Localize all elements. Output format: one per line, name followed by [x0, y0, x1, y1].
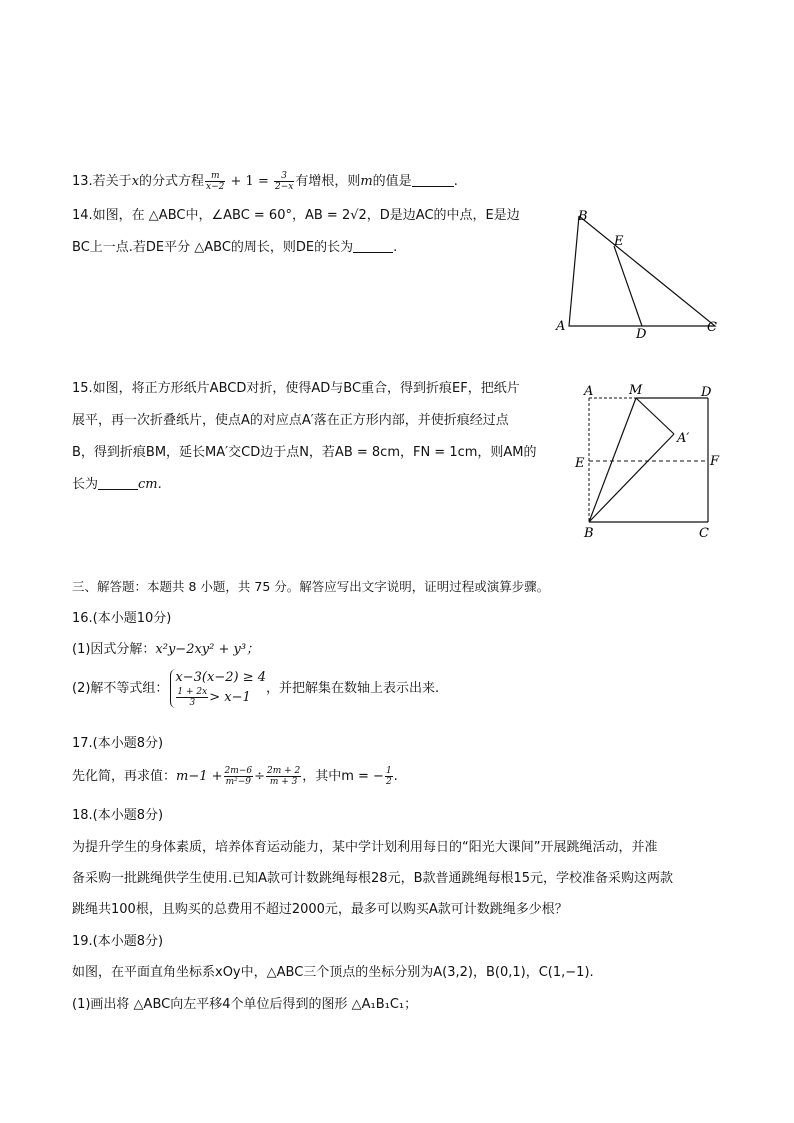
ineq2-rest: > x−1: [209, 690, 251, 705]
label-e: E: [575, 456, 585, 471]
label-a-prime: A′: [677, 431, 690, 446]
q13-tail: 有增根，则: [295, 174, 361, 189]
question-19-line2: (1)画出将 △ABC向左平移4个单位后得到的图形 △A₁B₁C₁；: [72, 997, 418, 1012]
ineq2-frac-num: 1 + 2x: [177, 687, 208, 697]
question-17-heading: 17.(本小题8分): [72, 736, 164, 751]
figure-triangle-abc: [548, 205, 728, 345]
label-m: M: [629, 383, 643, 398]
question-16-part1: [72, 640, 259, 660]
q16-p2-label: (2)解不等式组：: [72, 681, 169, 696]
question-15-line4: [72, 475, 162, 495]
q13-text: 13.若关于: [72, 174, 132, 189]
answer-blank: [98, 475, 138, 490]
q17-end: .: [393, 769, 398, 784]
question-18-line2: 备采购一批跳绳供学生使用.已知A款可计数跳绳每根28元，B款普通跳绳每根15元，学校准备采购这两款: [72, 871, 674, 886]
q17-div: ÷: [254, 769, 265, 784]
label-a: A: [584, 384, 594, 399]
question-13: [72, 171, 458, 192]
q13-tail2: 的值是: [372, 174, 412, 189]
label-c: C: [707, 320, 717, 335]
q17-fraction-1: [224, 766, 254, 787]
q14-end: .: [393, 240, 398, 255]
ineq2-frac-den: 3: [189, 698, 196, 708]
segment-ba: [589, 434, 674, 522]
q17-expr-a: m−1 +: [176, 769, 223, 784]
question-18-line1: 为提升学生的身体素质，培养体育运动能力，某中学计划利用每日的“阳光大课间”开展跳绳活动，并准: [72, 840, 658, 855]
label-f: F: [710, 454, 720, 469]
segment-ma: [636, 398, 674, 434]
label-a: A: [556, 319, 566, 334]
answer-blank: [353, 238, 393, 253]
inequality-system: [170, 669, 266, 708]
q17-fraction-2: [266, 766, 301, 787]
q13-frac2-den: 2−x: [274, 182, 294, 192]
q17-tail: ，其中m = −: [302, 769, 384, 784]
label-b: B: [584, 526, 594, 541]
question-15-line2: 展平，再一次折叠纸片，使点A的对应点A′落在正方形内部，并使折痕经过点: [72, 413, 509, 428]
q17-f3-den: 2: [385, 777, 392, 787]
question-19-line1: 如图，在平面直角坐标系xOy中，△ABC三个顶点的坐标分别为A(3,2)，B(0,1)，C(1,−1).: [72, 965, 594, 980]
q13-fraction-2: [274, 171, 294, 192]
q16-p1-expr: x²y−2xy² + y³；: [155, 642, 260, 657]
label-d: D: [636, 327, 647, 342]
inequality-1: x−3(x−2) ≥ 4: [175, 670, 266, 685]
label-b: B: [578, 209, 588, 224]
q14-line2-text: BC上一点.若DE平分 △ABC的周长，则DE的长为: [72, 240, 354, 255]
label-c: C: [699, 526, 709, 541]
figure-square-abcd: [570, 380, 730, 545]
question-18-line3: 跳绳共100根，且购买的总费用不超过2000元，最多可以购买A款可计数跳绳多少根？: [72, 902, 568, 917]
q17-f1-num: 2m−6: [224, 766, 253, 776]
q17-label: 先化简，再求值：: [72, 769, 177, 784]
question-18-heading: 18.(本小题8分): [72, 808, 164, 823]
question-16-heading: 16.(本小题10分): [72, 611, 172, 626]
question-15-line1: 15.如图，将正方形纸片ABCD对折，使得AD与BC重合，得到折痕EF，把纸片: [72, 381, 520, 396]
question-17-body: [72, 766, 398, 787]
crease-bm: [589, 398, 636, 522]
label-d: D: [701, 385, 712, 400]
triangle-outline: [569, 216, 715, 326]
inequality-2: [175, 687, 266, 708]
q15-unit: cm.: [138, 477, 162, 492]
q16-p1-label: (1)因式分解：: [72, 642, 156, 657]
q17-f1-den: m²−9: [225, 777, 251, 787]
q13-text-mid: 的分式方程: [139, 174, 205, 189]
q13-fraction-1: [205, 171, 225, 192]
question-19-heading: 19.(本小题8分): [72, 934, 164, 949]
q13-frac1-num: m: [205, 171, 225, 182]
q13-plus: + 1 =: [226, 174, 273, 189]
q17-f3-num: 1: [385, 766, 392, 776]
q17-f2-num: 2m + 2: [266, 766, 301, 776]
question-15-line3: B，得到折痕BM，延长MA′交CD边于点N，若AB = 8cm，FN = 1cm，则AM的: [72, 445, 537, 460]
question-16-part2: [72, 669, 439, 708]
q13-frac1-den: x−2: [206, 182, 225, 192]
q13-m: m: [360, 174, 373, 189]
question-14-line1: 14.如图，在 △ABC中，∠ABC = 60°，AB = 2√2，D是边AC的中点，E是边: [72, 208, 520, 223]
answer-blank: [412, 172, 454, 187]
q15-line4-text: 长为: [72, 477, 99, 492]
section-3-heading: 三、解答题：本题共 8 小题，共 75 分。解答应写出文字说明，证明过程或演算步骤。: [72, 579, 550, 594]
q17-f2-den: m + 3: [269, 777, 298, 787]
q13-end: .: [453, 174, 458, 189]
label-e: E: [614, 234, 624, 249]
question-14-line2: [72, 238, 397, 258]
q16-p2-tail: ，并把解集在数轴上表示出来.: [265, 681, 440, 696]
segment-de: [614, 246, 642, 326]
q13-var: x: [131, 174, 140, 189]
q17-fraction-3: [385, 766, 393, 787]
q13-frac2-num: 3: [274, 171, 294, 182]
